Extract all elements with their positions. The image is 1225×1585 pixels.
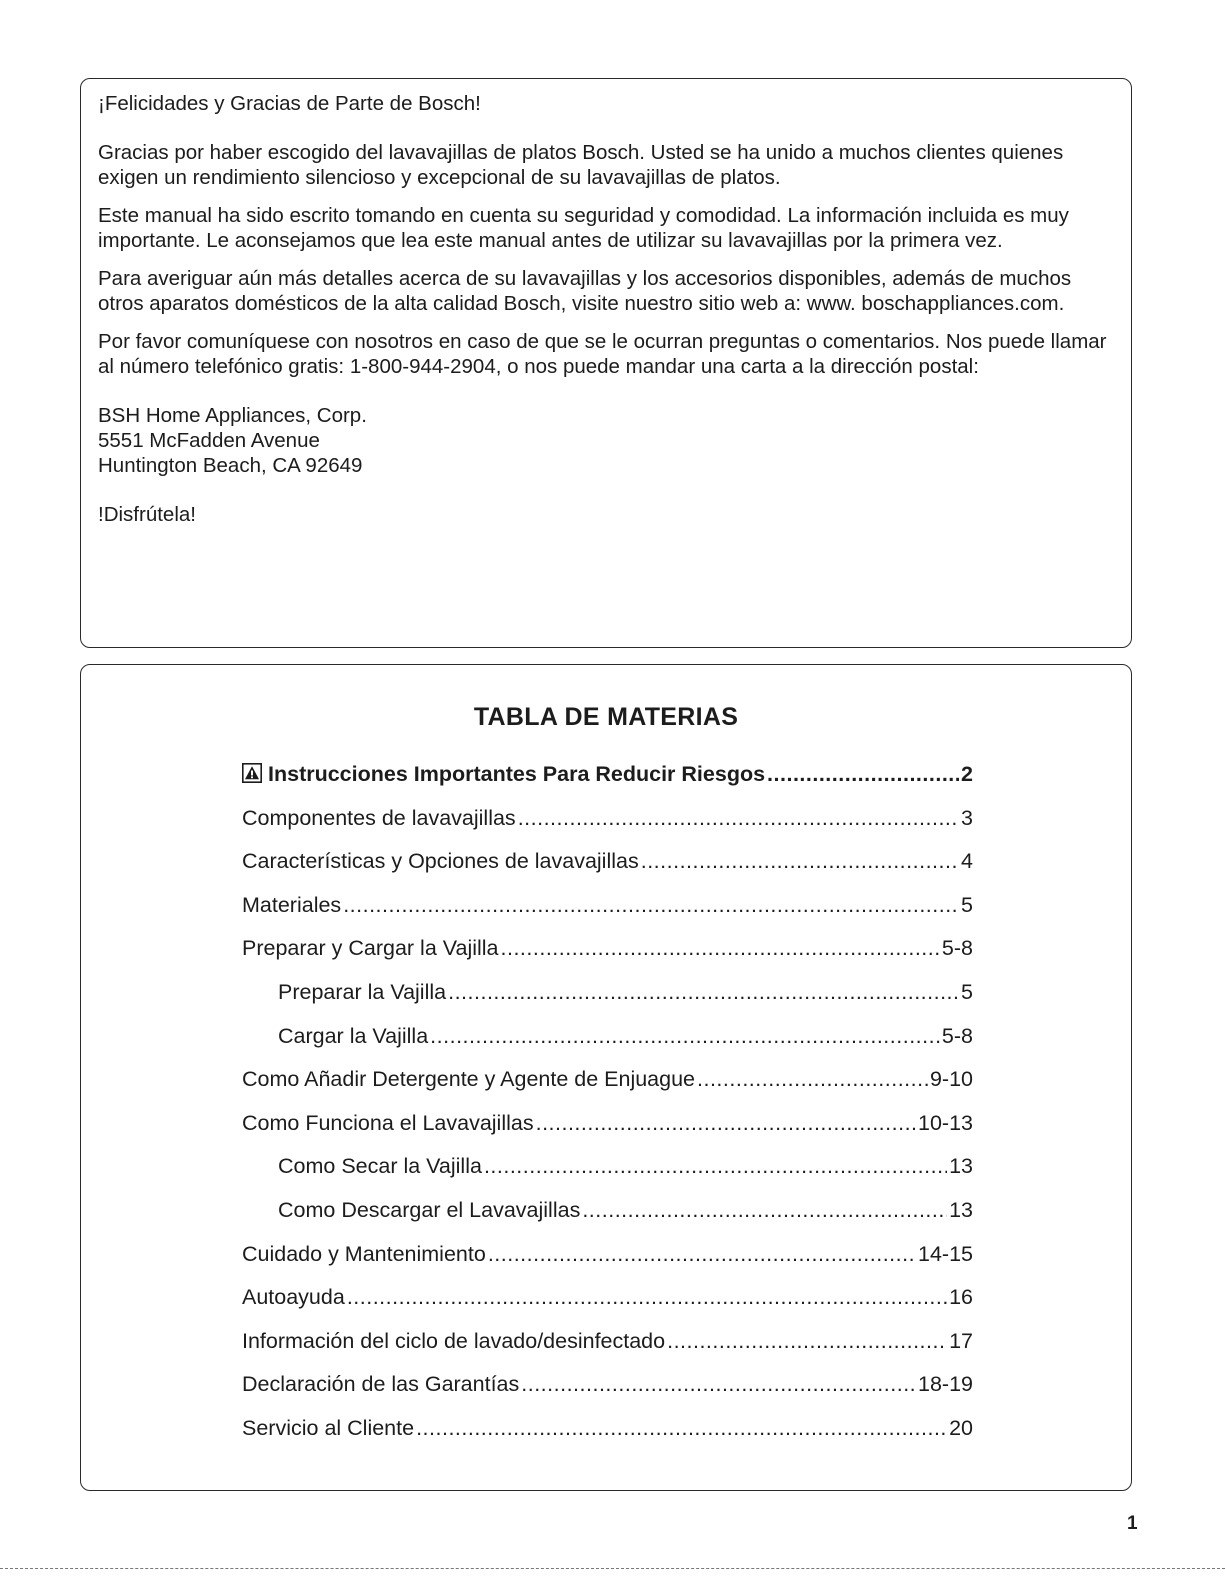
address-line: BSH Home Appliances, Corp. [98, 404, 367, 427]
toc-entry-page: 10-13 [918, 1110, 973, 1135]
toc-entry-page: 2 [961, 762, 973, 786]
toc-leader [641, 846, 959, 876]
intro-paragraph: Por favor comuníquese con nosotros en caso de que se le ocurran preguntas o comentarios. Nos puede llamar al número telefónico gratis: 1-800-944-2904, o nos puede mandar una carta a la dirección postal: [98, 330, 1107, 378]
toc-entry-page: 14-15 [918, 1241, 973, 1266]
toc-leader [582, 1195, 947, 1225]
toc-entry [242, 1108, 973, 1152]
toc-entry-label: Declaración de las Garantías [242, 1372, 520, 1397]
toc-leader [667, 1326, 947, 1356]
toc-entry-page: 5 [961, 892, 973, 917]
toc-entry [242, 803, 973, 847]
toc-entry-label: Características y Opciones de lavavajillas [242, 849, 639, 874]
toc-leader [484, 1151, 947, 1181]
address-line: 5551 McFadden Avenue [98, 429, 320, 452]
toc-subentry [242, 977, 973, 1021]
toc-entry [242, 1369, 973, 1413]
intro-paragraph: Para averiguar aún más detalles acerca de su lavavajillas y los accesorios disponibles, además de muchos otros aparatos domésticos de la alta calidad Bosch, visite nuestro sitio web a: www. boschappliances.com. [98, 267, 1072, 315]
intro-paragraph: Gracias por haber escogido del lavavajillas de platos Bosch. Usted se ha unido a muchos clientes quienes exigen un rendimiento silencioso y excepcional de su lavavajillas de platos. [98, 141, 1064, 189]
toc-leader [416, 1413, 947, 1443]
toc-entry-page: 5-8 [941, 936, 973, 961]
toc-entry-label: Como Funciona el Lavavajillas [242, 1110, 534, 1135]
toc-entry [242, 846, 973, 890]
toc-entry-label: Preparar la Vajilla [278, 979, 447, 1004]
intro-box [80, 78, 1132, 648]
toc-entry-label: Como Secar la Vajilla [278, 1154, 482, 1179]
postal-address [98, 403, 1115, 478]
toc-entry-label: Cuidado y Mantenimiento [242, 1241, 486, 1266]
toc-leader [448, 977, 959, 1007]
toc-entry-page: 4 [961, 849, 973, 874]
toc-entry [242, 1239, 973, 1283]
toc-entry-page: 5-8 [941, 1023, 973, 1048]
toc-entry-page: 13 [949, 1154, 973, 1179]
toc-entry-page: 5 [961, 979, 973, 1004]
toc-entry-label: Como Añadir Detergente y Agente de Enjuague [242, 1067, 696, 1092]
toc-entry-page: 3 [961, 805, 973, 830]
toc-leader [343, 890, 959, 920]
toc-entry-label: Información del ciclo de lavado/desinfectado [242, 1328, 666, 1353]
toc-leader [767, 759, 959, 789]
toc-leader [501, 933, 940, 963]
toc-entry-label: Materiales [242, 892, 342, 917]
toc-leader [521, 1369, 916, 1399]
greeting: ¡Felicidades y Gracias de Parte de Bosch! [98, 92, 481, 115]
toc-entry-page: 20 [949, 1415, 973, 1440]
toc-leader [697, 1064, 928, 1094]
table-of-contents [80, 664, 1132, 1491]
toc-list [242, 759, 973, 1457]
toc-leader [430, 1021, 940, 1051]
toc-entry-page: 18-19 [918, 1372, 973, 1397]
toc-entry [242, 890, 973, 934]
toc-leader [518, 803, 959, 833]
toc-entry [242, 1326, 973, 1370]
toc-entry [242, 759, 973, 803]
toc-entry-label: Autoayuda [242, 1285, 345, 1310]
toc-entry-label: Servicio al Cliente [242, 1415, 415, 1440]
page-number: 1 [1127, 1513, 1138, 1534]
toc-entry-label: Instrucciones Importantes Para Reducir Riesgos [268, 762, 766, 786]
toc-entry-page: 9-10 [929, 1067, 973, 1092]
toc-entry [242, 933, 973, 977]
toc-subentry [242, 1021, 973, 1065]
toc-entry [242, 1064, 973, 1108]
intro-paragraph: Este manual ha sido escrito tomando en cuenta su seguridad y comodidad. La información incluida es muy importante. Le aconsejamos que lea este manual antes de utilizar su lavavajillas por la primera vez. [98, 204, 1069, 252]
toc-entry-page: 17 [949, 1328, 973, 1353]
toc-entry [242, 1413, 973, 1457]
closing: !Disfrútela! [98, 503, 196, 526]
warning-icon [242, 763, 262, 783]
toc-title: TABLA DE MATERIAS [473, 703, 739, 731]
toc-entry-label: Preparar y Cargar la Vajilla [242, 936, 499, 961]
toc-leader [347, 1282, 947, 1312]
toc-leader [488, 1239, 916, 1269]
toc-entry-page: 16 [949, 1285, 973, 1310]
toc-subentry [242, 1195, 973, 1239]
bottom-rule [0, 1568, 1225, 1569]
toc-entry-page: 13 [949, 1197, 973, 1222]
toc-entry [242, 1282, 973, 1326]
toc-subentry [242, 1151, 973, 1195]
toc-leader [536, 1108, 916, 1138]
address-line: Huntington Beach, CA 92649 [98, 454, 363, 477]
toc-entry-label: Cargar la Vajilla [278, 1023, 429, 1048]
toc-entry-label: Como Descargar el Lavavajillas [278, 1197, 581, 1222]
toc-entry-label: Componentes de lavavajillas [242, 805, 516, 830]
